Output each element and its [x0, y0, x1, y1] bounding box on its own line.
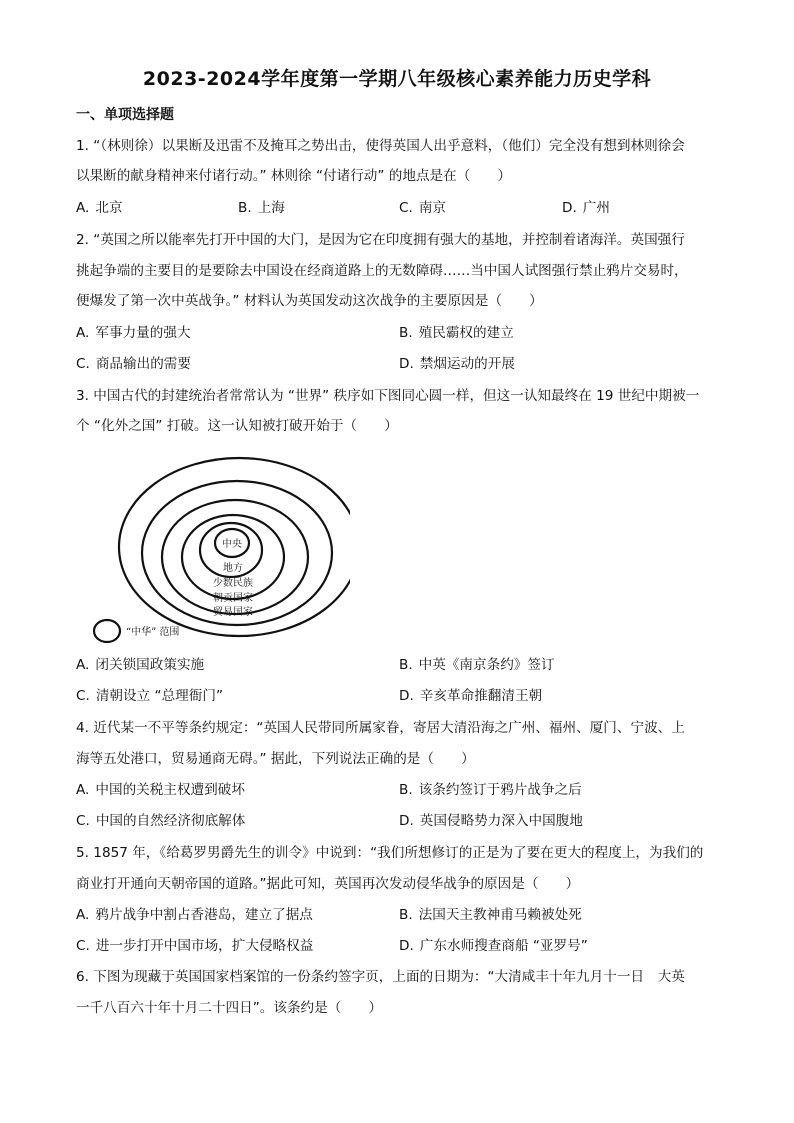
- q4-option-d: D. 英国侵略势力深入中国腹地: [399, 813, 583, 829]
- ring-label-trade: 贸易国家: [213, 607, 253, 618]
- q5-option-c: C. 进一步打开中国市场，扩大侵略权益: [76, 938, 314, 954]
- q5-option-d: D. 广东水师搜查商船 “亚罗号”: [399, 938, 588, 954]
- q2-option-c: C. 商品输出的需要: [76, 356, 191, 372]
- q1-line-1: 1. “（林则徐）以果断及迅雷不及掩耳之势出击，使得英国人出乎意料，（他们）完全没有想到林则徐会: [76, 138, 685, 154]
- q3-line-2: 个 “化外之国” 打破。这一认知被打破开始于（ ）: [76, 418, 398, 434]
- q1-option-b: B. 上海: [238, 200, 285, 216]
- q2-option-d: D. 禁烟运动的开展: [399, 356, 515, 372]
- q2-option-a: A. 军事力量的强大: [76, 325, 191, 341]
- concentric-circles-diagram: [90, 450, 350, 645]
- q3-option-d: D. 辛亥革命推翻清王朝: [399, 688, 543, 704]
- q6-line-2: 一千八百六十年十月二十四日”。该条约是（ ）: [76, 1000, 383, 1016]
- q1-line-2: 以果断的献身精神来付诸行动。” 林则徐 “付诸行动” 的地点是在（ ）: [76, 168, 512, 184]
- q4-line-1: 4. 近代某一不平等条约规定：“英国人民带同所属家眷，寄居大清沿海之广州、福州、厦门、宁波、上: [76, 720, 685, 736]
- diagram-legend-label: “中华” 范围: [126, 627, 180, 638]
- legend-circle: [94, 620, 120, 642]
- q3-line-1: 3. 中国古代的封建统治者常常认为 “世界” 秩序如下图同心圆一样，但这一认知最终在 19 世纪中期被一: [76, 388, 700, 404]
- q6-line-1: 6. 下图为现藏于英国国家档案馆的一份条约签字页，上面的日期为：“大清咸丰十年九月十一日 大英: [76, 969, 685, 985]
- q5-line-1: 5. 1857 年，《给葛罗男爵先生的训令》中说到：“我们所想修订的正是为了要在更大的程度上，为我们的: [76, 845, 704, 861]
- page-title: 2023-2024学年度第一学期八年级核心素养能力历史学科: [142, 68, 652, 90]
- q2-line-1: 2. “英国之所以能率先打开中国的大门，是因为它在印度拥有强大的基地，并控制着诸海洋。英国强行: [76, 232, 685, 248]
- q1-option-a: A. 北京: [76, 200, 123, 216]
- q3-option-b: B. 中英《南京条约》签订: [399, 657, 555, 673]
- q2-option-b: B. 殖民霸权的建立: [399, 325, 514, 341]
- ring-label-center: 中央: [222, 539, 242, 550]
- q3-option-a: A. 闭关锁国政策实施: [76, 657, 205, 673]
- q5-option-b: B. 法国天主教神甫马赖被处死: [399, 907, 582, 923]
- q5-option-a: A. 鸦片战争中割占香港岛，建立了据点: [76, 907, 313, 923]
- q2-line-2: 挑起争端的主要目的是要除去中国设在经商道路上的无数障碍……当中国人试图强行禁止鸦片交易时，: [76, 263, 688, 279]
- q5-line-2: 商业打开通向天朝帝国的道路。”据此可知，英国再次发动侵华战争的原因是（ ）: [76, 876, 580, 892]
- q4-option-a: A. 中国的关税主权遭到破坏: [76, 782, 245, 798]
- ring-label-tributary: 朝贡国家: [213, 593, 253, 604]
- q4-option-b: B. 该条约签订于鸦片战争之后: [399, 782, 582, 798]
- q1-option-c: C. 南京: [399, 200, 447, 216]
- q2-line-3: 便爆发了第一次中英战争。” 材料认为英国发动这次战争的主要原因是（ ）: [76, 293, 543, 309]
- q4-line-2: 海等五处港口，贸易通商无碍。” 据此，下列说法正确的是（ ）: [76, 751, 475, 767]
- section-heading: 一、单项选择题: [76, 107, 174, 123]
- ring-label-minorities: 少数民族: [213, 578, 253, 589]
- q3-option-c: C. 清朝设立 “总理衙门”: [76, 688, 223, 704]
- q1-option-d: D. 广州: [562, 200, 610, 216]
- ring-label-local: 地方: [223, 563, 243, 574]
- q4-option-c: C. 中国的自然经济彻底解体: [76, 813, 246, 829]
